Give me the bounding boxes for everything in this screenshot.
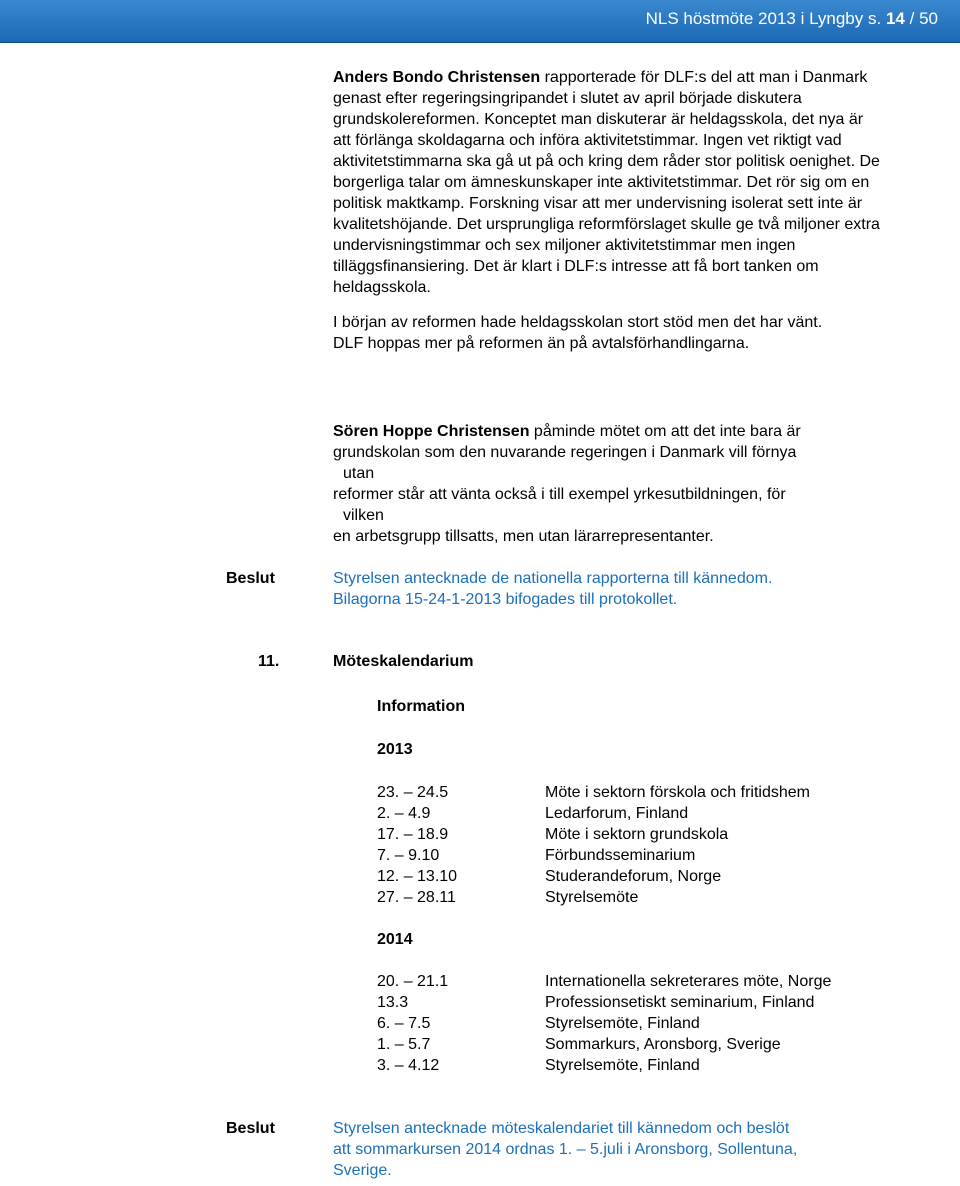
decision-label: Beslut (226, 1120, 275, 1137)
section-subtitle: Information (377, 698, 465, 715)
calendar-event: Professionsetiskt seminarium, Finland (545, 994, 815, 1011)
calendar-event: Sommarkurs, Aronsborg, Sverige (545, 1036, 781, 1053)
calendar-date: 3. – 4.12 (377, 1057, 440, 1074)
report-paragraph-2 (333, 312, 885, 354)
decision-text (333, 1118, 893, 1181)
calendar-event: Internationella sekreterares möte, Norge (545, 973, 832, 990)
calendar-date: 13.3 (377, 994, 409, 1011)
section-title: Möteskalendarium (333, 653, 474, 670)
soren-paragraph (333, 421, 893, 547)
soren-text-5: vilken (343, 507, 384, 524)
calendar-event: Studerandeforum, Norge (545, 868, 722, 885)
calendar-date: 2. – 4.9 (377, 805, 431, 822)
report-text-2: I början av reformen hade heldagsskolan stort stöd men det har vänt. (333, 314, 823, 331)
report-text: rapporterade för DLF:s del att man i Danmark genast efter regeringsingripandet i slutet av april började diskutera grundskolereformen. Konceptet man diskuterar är heldagsskola, det nya är att förlänga skoldagarna och införa aktivitetstimmar. Ingen vet riktigt vad aktivitetstimmarna ska gå ut på och kring dem råder stor politisk oenighet. De borgerliga talar om ämneskunskaper inte aktivitetstimmar. Det rör sig om en politisk maktkamp. Forskning visar att mer undervisning isolerat sett inte är kvalitetshöjande. Det ursprungliga reformförslaget skulle ge två miljoner extra undervisningstimmar och sex miljoner aktivitetstimmar men ingen tilläggsfinansiering. Det är klart i DLF:s intresse att få bort tanken om heldagsskola. (333, 69, 880, 296)
calendar-row (377, 1034, 897, 1055)
calendar-event: Möte i sektorn grundskola (545, 826, 729, 843)
section-number: 11. (258, 653, 280, 670)
calendar-event: Ledarforum, Finland (545, 805, 689, 822)
calendar-date: 23. – 24.5 (377, 784, 449, 801)
calendar-date: 6. – 7.5 (377, 1015, 431, 1032)
page-number-total: 50 (919, 9, 938, 28)
header-title-line (646, 7, 938, 31)
calendar-list-2014 (377, 971, 897, 1076)
calendar-date: 12. – 13.10 (377, 868, 458, 885)
calendar-row (377, 845, 897, 866)
speaker-name: Sören Hoppe Christensen (333, 423, 530, 440)
calendar-date: 27. – 28.11 (377, 889, 456, 906)
calendar-date: 17. – 18.9 (377, 826, 449, 843)
decision-label: Beslut (226, 570, 275, 587)
soren-text-2: grundskolan som den nuvarande regeringen i Danmark vill förnya (333, 444, 797, 461)
calendar-event: Möte i sektorn förskola och fritidshem (545, 784, 810, 801)
calendar-row (377, 824, 897, 845)
calendar-row (377, 1013, 897, 1034)
calendar-list-2013 (377, 782, 897, 908)
decision-line-2: att sommarkursen 2014 ordnas 1. – 5.juli i Aronsborg, Sollentuna, (333, 1141, 798, 1158)
decision-text (333, 568, 893, 610)
page-number-separator: / (909, 9, 915, 28)
calendar-row (377, 992, 897, 1013)
soren-text-3: utan (343, 465, 375, 482)
report-paragraph-1 (333, 67, 885, 298)
page-header (0, 0, 960, 43)
report-text-3: DLF hoppas mer på reformen än på avtalsförhandlingarna. (333, 335, 750, 352)
soren-text-1: påminde mötet om att det inte bara är (529, 423, 801, 440)
year-heading-2014: 2014 (377, 931, 413, 948)
soren-section (333, 421, 893, 547)
calendar-event: Styrelsemöte, Finland (545, 1015, 700, 1032)
speaker-name: Anders Bondo Christensen (333, 69, 541, 86)
calendar-event: Styrelsemöte, Finland (545, 1057, 700, 1074)
calendar-row (377, 887, 897, 908)
soren-text-4: reformer står att vänta också i till exempel yrkesutbildningen, för (333, 486, 786, 503)
decision-line-1: Styrelsen antecknade de nationella rapporterna till kännedom. (333, 570, 773, 587)
decision-line-3: Sverige. (333, 1162, 392, 1179)
year-heading-2013: 2013 (377, 741, 413, 758)
calendar-date: 20. – 21.1 (377, 973, 449, 990)
page-number-current: 14 (885, 9, 905, 28)
calendar-date: 1. – 5.7 (377, 1036, 431, 1053)
soren-text-6: en arbetsgrupp tillsatts, men utan lärarrepresentanter. (333, 528, 714, 545)
calendar-row (377, 866, 897, 887)
calendar-row (377, 803, 897, 824)
calendar-row (377, 971, 897, 992)
calendar-row (377, 1055, 897, 1076)
decision-line-2: Bilagorna 15-24-1-2013 bifogades till protokollet. (333, 591, 678, 608)
calendar-event: Förbundsseminarium (545, 847, 696, 864)
calendar-event: Styrelsemöte (545, 889, 639, 906)
calendar-date: 7. – 9.10 (377, 847, 440, 864)
report-section (333, 67, 885, 354)
document-title: NLS höstmöte 2013 i Lyngby s. (645, 9, 882, 28)
calendar-row (377, 782, 897, 803)
decision-line-1: Styrelsen antecknade möteskalendariet till kännedom och beslöt (333, 1120, 790, 1137)
